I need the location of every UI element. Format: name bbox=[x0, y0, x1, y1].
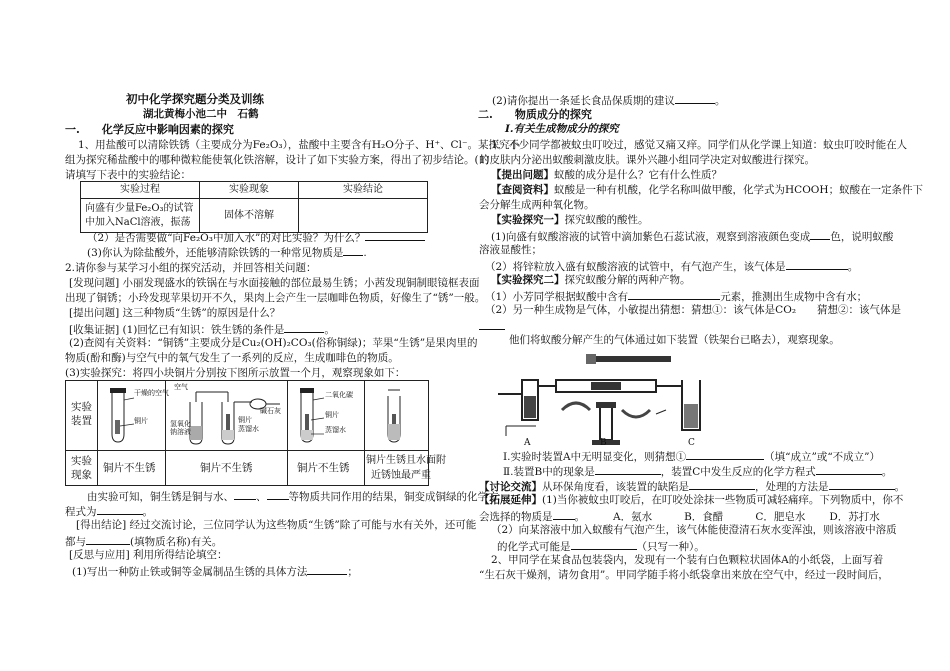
device1-label: 干燥的空气 bbox=[134, 389, 169, 397]
apparatus-b: B bbox=[600, 438, 607, 448]
device2-air: 空气 bbox=[174, 383, 188, 391]
device3-co2: 二氧化碳 bbox=[325, 391, 353, 399]
experiment-2-heading: 【实验探究二】探究蚁酸分解的两种产物。 bbox=[491, 274, 691, 286]
experiment-2b-blank bbox=[479, 318, 505, 335]
extension-2-answer: 的化学式可能是 （只写一种）。 bbox=[497, 538, 705, 555]
experiment-1b: 溶液显酸性； bbox=[479, 244, 542, 256]
phenomenon-3: 铜片不生锈 bbox=[297, 462, 350, 474]
table-header: 实验结论 bbox=[299, 182, 428, 199]
device2-soda-lime: 碱石灰 bbox=[260, 407, 281, 415]
q2-text-2: “生石灰干燥剂，请勿食用”。甲同学随手将小纸袋拿出来放在空气中，经过一段时间后， bbox=[479, 569, 889, 581]
extension-1-options: 会选择的物质是 。 A．氨水 B．食醋 C．肥皂水 D．苏打水 bbox=[479, 508, 880, 525]
label-device-2: 装置 bbox=[71, 415, 92, 427]
reference-2: 物质(酚和酶)与空气中的氧气发生了一系列的反应，生成咖啡色的物质。 bbox=[65, 352, 399, 364]
reflect-heading: [反思与应用] 利用所得结论填空： bbox=[69, 549, 228, 561]
table-cell: 固体不溶解 bbox=[200, 199, 299, 233]
device3-water: 蒸馏水 bbox=[325, 426, 346, 434]
experiment-2a: （1）小芳同学根据蚁酸中含有 元素，推测出生成物中含有水； bbox=[485, 288, 867, 305]
doc-title: 初中化学探究题分类及训练 bbox=[126, 92, 264, 106]
lookup-info-1: 【查阅资料】蚁酸是一种有机酸，化学名称叫做甲酸，化学式为HCOOH；蚁酸在一定条件下 bbox=[491, 184, 924, 196]
subsection-1: Ⅰ.有关生成物成分的探究 bbox=[505, 123, 619, 135]
device2-naoh-1: 氢氧化 bbox=[170, 420, 191, 428]
phenomenon-4b: 近锈蚀最严重 bbox=[371, 470, 431, 481]
device1-copper: 铜片 bbox=[134, 417, 148, 425]
reference-1: (2)查阅有关资料：“铜锈”主要成分是Cu₂(OH)₂CO₃(俗称铜绿)；苹果“生锈”是果肉里的 bbox=[69, 337, 478, 349]
section-1-heading: 一. 化学反应中影响因素的探究 bbox=[65, 123, 234, 136]
reflect-q2: (2)请你提出一条延长食品保质期的建议 。 bbox=[492, 92, 725, 109]
label-phenomenon-2: 现象 bbox=[71, 469, 92, 481]
section-2-heading: 二. 物质成分的探究 bbox=[478, 108, 592, 121]
device2-naoh-2: 钠溶液 bbox=[170, 428, 191, 436]
apparatus-c: C bbox=[688, 438, 695, 448]
ant-text-1: 1．不少同学都被蚊虫叮咬过，感觉又痛又痒。同学们从化学课上知道：蚊虫叮咬时能在人 bbox=[491, 139, 908, 151]
q1-part3: (3)你认为除盐酸外，还能够清除铁锈的一种常见物质是 . bbox=[87, 244, 367, 261]
device3-copper: 铜片 bbox=[325, 411, 339, 419]
device2-water: 蒸馏水 bbox=[238, 425, 259, 433]
question-line: [提出问题] 这三种物质“生锈”的原因是什么？ bbox=[69, 307, 281, 319]
q1-text-c: 请填写下表中的实验结论： bbox=[65, 169, 191, 181]
experiment-1c: （2）将锌粒放入盛有蚁酸溶液的试管中，有气泡产生，该气体是 。 bbox=[485, 258, 858, 275]
experiment-2b: （2）另一种生成物是气体，小敏提出猜想：猜想①：该气体是CO₂ 猜想②：该气体是 bbox=[485, 304, 902, 316]
tube-air-naoh-icon bbox=[168, 382, 286, 448]
tube-open-water-icon bbox=[368, 384, 426, 448]
q2-text-1: 2、甲同学在某食品包装袋内，发现有一个装有白色颗粒状固体A的小纸袋，上面写着 bbox=[491, 554, 884, 566]
discussion: 【讨论交流】从环保角度看，该装置的缺陷是 ，处理的方法是 。 bbox=[479, 478, 905, 495]
conclusion-1: 由实验可知，铜生锈是铜与水、 、 等物质共同作用的结果，铜变成铜绿的化学方 bbox=[87, 488, 499, 505]
reflect-q1: (1)写出一种防止铁或铜等金属制品生锈的具体方法 ； bbox=[72, 563, 358, 580]
ask-question: 【提出问题】蚁酸的成分是什么？它有什么性质？ bbox=[491, 169, 722, 181]
label-device-1: 实验 bbox=[71, 401, 92, 413]
apparatus-a: A bbox=[524, 438, 531, 448]
result-1: Ⅰ.实验时装置A中无明显变化，则猜想① （填“成立”或“不成立”） bbox=[503, 448, 880, 465]
extension-1: 【拓展延伸】(1)当你被蚊虫叮咬后，在叮咬处涂抹一些物质可减轻痛痒。下列物质中，你不 bbox=[479, 494, 904, 506]
table-cell: 向盛有少量Fe₂O₃的试管 中加入NaCl溶液，振荡 bbox=[81, 199, 200, 233]
conclusion-3: [得出结论] 经过交流讨论，三位同学认为这些物质“生锈”除了可能与水有关外，还可能 bbox=[76, 519, 477, 531]
ant-text-2: 的皮肤内分泌出蚁酸刺激皮肤。课外兴趣小组同学决定对蚁酸进行探究。 bbox=[479, 154, 815, 166]
conclusion-4: 都与 (填物质名称)有关。 bbox=[65, 533, 222, 550]
conclusion-2: 程式为 。 bbox=[65, 503, 153, 520]
q2-intro: 2.请你参与某学习小组的探究活动，并回答相关问题： bbox=[65, 262, 317, 274]
device2-copper: 铜片 bbox=[238, 416, 252, 424]
q1-text-a: 1、用盐酸可以清除铁锈（主要成分为Fe₂O₃），盐酸中主要含有H₂O分子、H⁺、Cl⁻。某探究小 bbox=[78, 139, 520, 151]
q1-part2: （2）是否需要做“向Fe₂O₃中加入水”的对比实验？为什么？ bbox=[87, 229, 425, 246]
label-phenomenon-1: 实验 bbox=[71, 455, 92, 467]
experiment-1-heading: 【实验探究一】探究蚁酸的酸性。 bbox=[491, 214, 649, 226]
collect-evidence: [收集证据] (1)回忆已有知识：铁生锈的条件是 。 bbox=[69, 321, 335, 338]
gas-apparatus-diagram bbox=[496, 350, 706, 448]
phenomenon-1: 铜片不生锈 bbox=[103, 462, 156, 474]
q1-table bbox=[80, 181, 428, 233]
experiment-2c: 他们将蚁酸分解产生的气体通过如下装置（铁架台已略去），观察现象。 bbox=[509, 334, 840, 346]
discover-1: [发现问题] 小丽发现盛水的铁锅在与水面接触的部位最易生锈；小茜发现铜制眼镜框表面 bbox=[69, 277, 480, 289]
phenomenon-4a: 铜片生锈且水面附 bbox=[366, 455, 446, 466]
author-line: 湖北黄梅小池二中 石鹤 bbox=[143, 108, 259, 120]
extension-2: （2）向某溶液中加入蚁酸有气泡产生，该气体能使澄清石灰水变浑浊，则该溶液中溶质 bbox=[491, 524, 897, 536]
q1-text-b: 组为探究稀盐酸中的哪种微粒能使氧化铁溶解，设计了如下实验方案，得出了初步结论。(1) bbox=[65, 154, 490, 166]
experiment-1a: (1)向盛有蚁酸溶液的试管中滴加紫色石蕊试液，观察到溶液颜色变成 色，说明蚁酸 bbox=[491, 228, 893, 245]
table-header: 实验现象 bbox=[200, 182, 299, 199]
phenomenon-2: 铜片不生锈 bbox=[200, 462, 253, 474]
experiment-intro: (3)实验探究：将四小块铜片分别按下图所示放置一个月，观察现象如下： bbox=[65, 367, 406, 379]
table-header: 实验过程 bbox=[81, 182, 200, 199]
discover-2: 出现了铜锈；小玲发现苹果切开不久，果肉上会产生一层咖啡色物质，好像生了“锈”一般。 bbox=[65, 292, 486, 304]
lookup-info-2: 会分解生成两种氧化物。 bbox=[479, 199, 595, 211]
result-2: Ⅱ.装置B中的现象是 ，装置C中发生反应的化学方程式 。 bbox=[503, 463, 892, 480]
conclusion-answer-cell[interactable] bbox=[299, 199, 428, 233]
